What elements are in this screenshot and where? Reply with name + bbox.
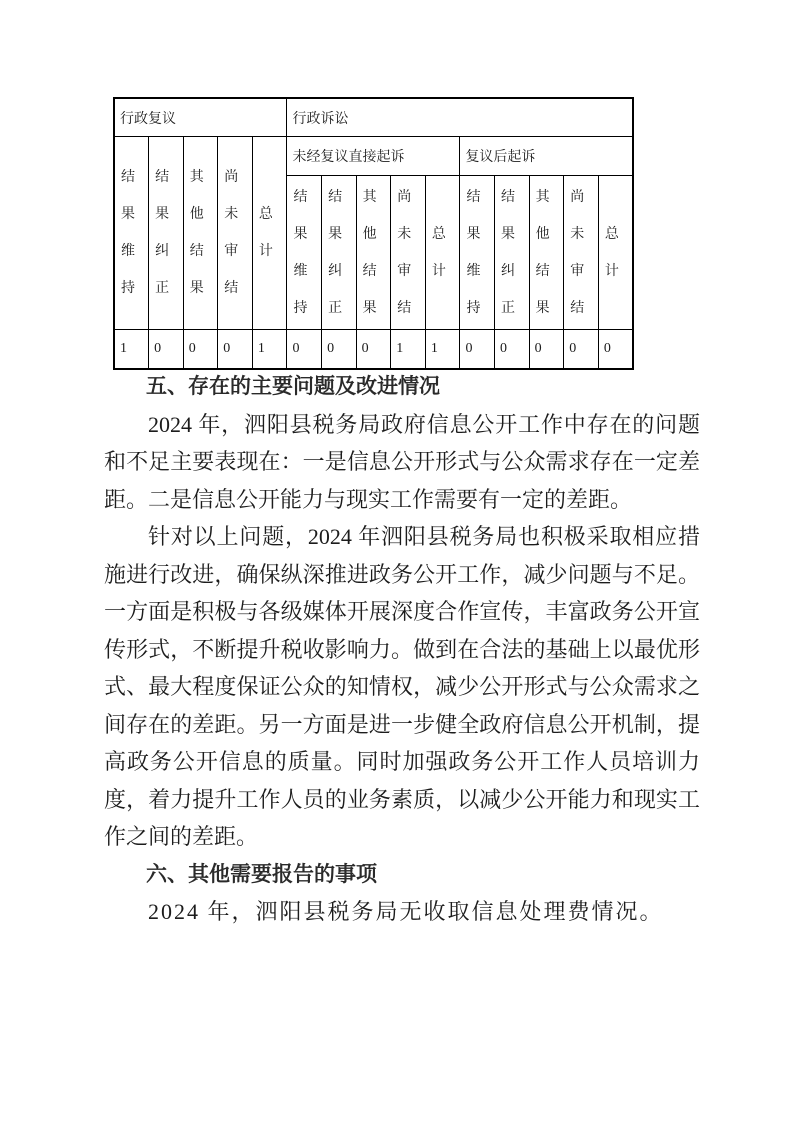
review-litigation-statistics-table: [113, 97, 634, 370]
data-cell: 0: [322, 330, 357, 370]
data-cell: 0: [149, 330, 184, 370]
column-header-other-result: 其 他 结 果: [183, 137, 218, 330]
header-administrative-reconsideration: 行政复议: [114, 98, 287, 137]
data-cell: 0: [495, 330, 530, 370]
header-direct-lawsuit-without-reconsideration: 未经复议直接起诉: [287, 137, 460, 176]
column-header-not-concluded: 尚 未 审 结: [218, 137, 253, 330]
data-cell: 0: [564, 330, 599, 370]
data-cell: 0: [218, 330, 253, 370]
paragraph: 2024 年，泗阳县税务局政府信息公开工作中存在的问题和不足主要表现在：一是信息公开形式与公众需求存在一定差距。二是信息公开能力与现实工作需要有一定的差距。: [104, 411, 700, 512]
column-header-total: 总 计: [252, 137, 287, 330]
data-cell: 0: [287, 330, 322, 370]
data-cell: 1: [391, 330, 426, 370]
data-cell: 1: [425, 330, 460, 370]
column-header-total: 总 计: [425, 176, 460, 330]
header-administrative-litigation: 行政诉讼: [287, 98, 633, 137]
header-lawsuit-after-reconsideration: 复议后起诉: [460, 137, 633, 176]
data-cell: 0: [356, 330, 391, 370]
data-cell: 1: [252, 330, 287, 370]
data-cell: 1: [114, 330, 149, 370]
column-header-other-result: 其 他 结 果: [529, 176, 564, 330]
paragraph: 2024 年，泗阳县税务局无收取信息处理费情况。: [148, 899, 664, 924]
column-header-result-upheld: 结 果 维 持: [114, 137, 149, 330]
column-header-result-upheld: 结 果 维 持: [460, 176, 495, 330]
section-6-heading: 六、其他需要报告的事项: [146, 862, 377, 886]
data-cell: 0: [460, 330, 495, 370]
data-cell: 0: [183, 330, 218, 370]
document-body: [104, 368, 700, 931]
column-header-not-concluded: 尚 未 审 结: [564, 176, 599, 330]
column-header-other-result: 其 他 结 果: [356, 176, 391, 330]
paragraph: 针对以上问题，2024 年泗阳县税务局也积极采取相应措施进行改进，确保纵深推进政务公开工作，减少问题与不足。一方面是积极与各级媒体开展深度合作宣传，丰富政务公开宣传形式，不断提升税收影响力。做到在合法的基础上以最优形式、最大程度保证公众的知情权，减少公开形式与公众需求之间存在的差距。另一方面是进一步健全政府信息公开机制，提高政务公开信息的质量。同时加强政务公开工作人员培训力度，着力提升工作人员的业务素质，以减少公开能力和现实工作之间的差距。: [104, 524, 700, 849]
column-header-not-concluded: 尚 未 审 结: [391, 176, 426, 330]
section-5-heading: 五、存在的主要问题及改进情况: [146, 375, 440, 398]
column-header-total: 总 计: [598, 176, 633, 330]
data-cell: 0: [529, 330, 564, 370]
column-header-result-upheld: 结 果 维 持: [287, 176, 322, 330]
column-header-result-corrected: 结 果 纠 正: [495, 176, 530, 330]
data-cell: 0: [598, 330, 633, 370]
column-header-result-corrected: 结 果 纠 正: [149, 137, 184, 330]
column-header-result-corrected: 结 果 纠 正: [322, 176, 357, 330]
